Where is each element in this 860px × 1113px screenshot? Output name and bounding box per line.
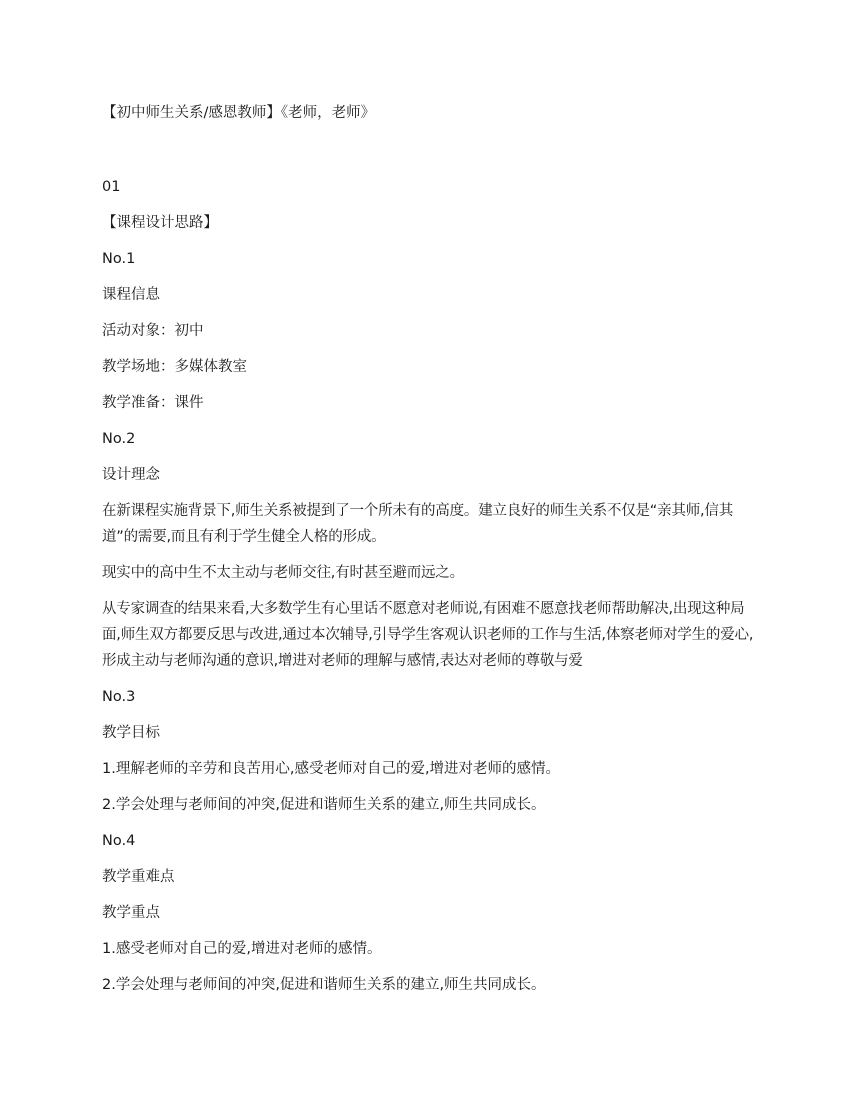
item-number-2: No.2 xyxy=(102,431,136,447)
paragraph-concept-3: 从专家调查的结果来看,大多数学生有心里话不愿意对老师说,有困难不愿意找老师帮助解决,出现这种局面,师生双方都要反思与改进,通过本次辅导,引导学生客观认识老师的工作与生活,体察老师对学生的爱心,形成主动与老师沟通的意识,增进对老师的理解与感情,表达对老师的尊敬与爱 xyxy=(102,601,754,669)
goal-item-2: 2.学会处理与老师间的冲突,促进和谐师生关系的建立,师生共同成长。 xyxy=(102,797,546,813)
item-number-1: No.1 xyxy=(102,251,136,267)
item-number-4: No.4 xyxy=(102,833,136,849)
goal-item-1: 1.理解老师的辛劳和良苦用心,感受老师对自己的爱,增进对老师的感情。 xyxy=(102,761,561,777)
section-number: 01 xyxy=(102,179,121,195)
subheading-course-info: 课程信息 xyxy=(102,287,160,303)
section-heading-course-design: 【课程设计思路】 xyxy=(102,215,218,231)
focus-item-2: 2.学会处理与老师间的冲突,促进和谐师生关系的建立,师生共同成长。 xyxy=(102,977,546,993)
info-teaching-preparation: 教学准备：课件 xyxy=(102,395,204,411)
subheading-teaching-focus: 教学重点 xyxy=(102,905,160,921)
paragraph-concept-2: 现实中的高中生不太主动与老师交往,有时甚至避而远之。 xyxy=(102,565,464,581)
focus-item-1: 1.感受老师对自己的爱,增进对老师的感情。 xyxy=(102,941,382,957)
document-title: 【初中师生关系/感恩教师】《老师，老师》 xyxy=(102,105,376,121)
document-body xyxy=(102,100,762,1008)
info-activity-target: 活动对象：初中 xyxy=(102,323,204,339)
subheading-teaching-goals: 教学目标 xyxy=(102,725,160,741)
item-number-3: No.3 xyxy=(102,689,136,705)
subheading-key-points: 教学重难点 xyxy=(102,869,175,885)
paragraph-concept-1: 在新课程实施背景下,师生关系被提到了一个所未有的高度。建立良好的师生关系不仅是“亲其师,信其道”的需要,而且有利于学生健全人格的形成。 xyxy=(102,503,734,545)
info-teaching-venue: 教学场地：多媒体教室 xyxy=(102,359,247,375)
subheading-design-concept: 设计理念 xyxy=(102,467,160,483)
